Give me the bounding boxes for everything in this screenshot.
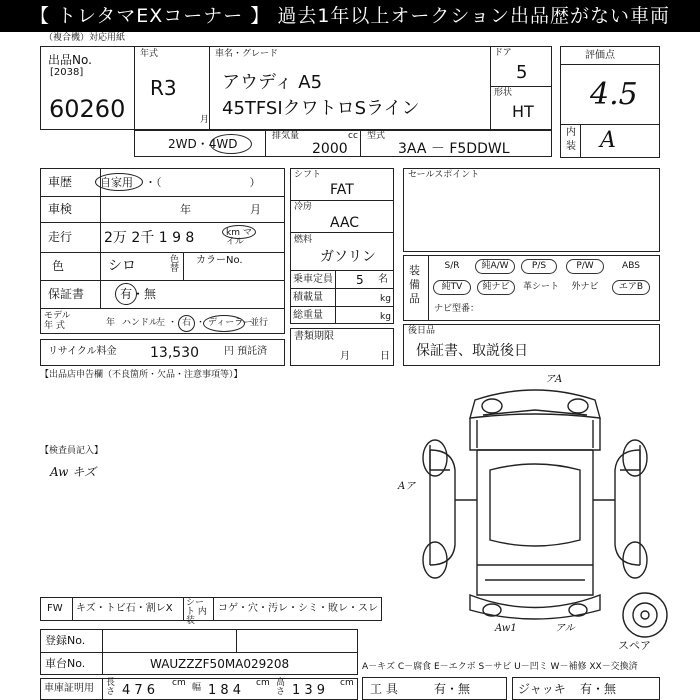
km-circle xyxy=(222,225,256,239)
gross-label: 総重量 xyxy=(293,310,323,321)
seat-value: コゲ・穴・汚レ・シミ・敗レ・スレ xyxy=(218,603,378,614)
handle-circle xyxy=(178,315,195,332)
length-value: 4 7 6 xyxy=(122,683,156,698)
lot-label: 出品No. xyxy=(48,53,92,67)
model-year-unit: 年 xyxy=(106,318,116,328)
spare-label: スペア xyxy=(618,639,651,652)
capacity-value: 5 xyxy=(356,273,364,287)
equip-abs: ABS xyxy=(622,261,640,271)
fw-value: キズ・トビ石・割レX xyxy=(76,603,173,614)
shift-label: シフト xyxy=(294,170,322,180)
displacement-value: 2000 xyxy=(312,141,348,157)
length-label: 長さ xyxy=(106,678,116,697)
load-label: 積載量 xyxy=(293,292,323,303)
fw-label: FW xyxy=(47,603,63,614)
color-value: シロ xyxy=(108,258,136,274)
drive-selected-circle xyxy=(210,134,252,154)
seat-label: シート 内装 xyxy=(186,598,207,626)
month-unit: 月 xyxy=(200,115,210,125)
navi-model-label: ナビ型番： xyxy=(434,304,480,314)
equip-tv: 純TV xyxy=(433,280,471,295)
ac-value: AAC xyxy=(330,215,360,231)
dealer-circle xyxy=(203,315,245,332)
tools-label: 工 具 xyxy=(370,682,398,696)
capacity-unit: 名 xyxy=(378,274,388,285)
history-value: 自家用 xyxy=(100,176,133,189)
history-rest: ・（ ） xyxy=(145,176,261,189)
mileage-label: 走行 xyxy=(48,230,73,244)
equip-ext-navi: 外ナビ xyxy=(571,282,599,292)
lot-code: [2038] xyxy=(50,67,84,78)
recycle-unit: 円 預託済 xyxy=(224,346,268,357)
model-year-label-2: 年 式 xyxy=(44,321,65,331)
dealer-label: ディーラー xyxy=(208,318,253,328)
vin-value: WAUZZZF50MA029208 xyxy=(150,657,290,671)
interior-label-1: 内 xyxy=(566,127,576,138)
score-label: 評価点 xyxy=(585,50,615,61)
handle-label: ハンドル xyxy=(122,318,159,328)
nenshiki-value: R3 xyxy=(150,76,177,100)
type-value: 3AA － F5DDWL xyxy=(398,141,510,157)
diagram-note-front: アA xyxy=(545,374,563,385)
color-change-label: 色替 xyxy=(170,255,180,274)
doc-deadline-month: 月 xyxy=(340,351,350,362)
height-value: 1 3 9 xyxy=(292,683,326,698)
name-label: 車名・グレード xyxy=(215,49,279,59)
inspector-label: 【検査員記入】 xyxy=(40,446,104,456)
ac-label: 冷房 xyxy=(294,202,313,212)
model-year-label-1: モデル xyxy=(44,311,71,321)
shaken-month: 月 xyxy=(250,203,261,216)
cc-unit: cc xyxy=(348,131,358,141)
jack-value: 有・無 xyxy=(580,682,617,696)
score-value: 4.5 xyxy=(590,77,638,112)
doc-deadline-label: 書類期限 xyxy=(294,331,334,342)
title-banner: 【 トレタマEXコーナー 】 過去1年以上オークション出品歴がない車両 xyxy=(0,0,700,32)
interior-label-2: 装 xyxy=(566,141,576,152)
load-unit: kg xyxy=(380,294,391,304)
left-info-box xyxy=(40,168,285,334)
equip-leather: 革シート xyxy=(522,282,559,292)
lot-number: 60260 xyxy=(49,95,126,123)
mileage-unit: km マイル xyxy=(226,228,252,247)
fuel-value: ガソリン xyxy=(320,249,376,265)
body-label: 形状 xyxy=(494,88,513,98)
diagram-note-side: Aア xyxy=(398,481,416,492)
doors-label: ドア xyxy=(494,48,512,58)
equip-airbag: エアB xyxy=(612,280,650,295)
length-cm: cm xyxy=(172,678,186,688)
sales-point-label: セールスポイント xyxy=(408,170,480,180)
width-cm: cm xyxy=(256,678,270,688)
later-value: 保証書、取説後日 xyxy=(416,343,528,359)
handle-left: 左 xyxy=(156,318,166,328)
gross-unit: kg xyxy=(380,312,391,322)
diagram-note-rear-1: Aw1 xyxy=(495,623,517,634)
equip-alloy-wheel: 純A/W xyxy=(475,259,515,274)
type-label: 型式 xyxy=(367,131,386,141)
shift-value: FAT xyxy=(330,182,354,198)
color-label: 色 xyxy=(52,259,65,273)
damage-legend: A－キズ C－腐食 E－エクボ S－サビ U－凹ミ W－補修 XX－交換済 xyxy=(362,662,638,672)
doors-value: 5 xyxy=(516,62,528,83)
recycle-value: 13,530 xyxy=(150,345,199,361)
doc-deadline-day: 日 xyxy=(380,351,390,362)
history-circle xyxy=(95,173,143,191)
width-label: 幅 xyxy=(192,683,202,693)
parallel-label: 並行 xyxy=(250,318,269,328)
equip-power-window: P/W xyxy=(566,259,604,274)
recycle-label: リサイクル料金 xyxy=(48,346,117,357)
shaken-year: 年 xyxy=(180,203,191,216)
equipment-label: 装備品 xyxy=(409,264,420,305)
later-label: 後日品 xyxy=(408,326,436,336)
equip-power-steering: P/S xyxy=(521,259,557,274)
exhibitor-note: 【出品店申告欄（不良箇所・欠品・注意事項等）】 xyxy=(40,370,243,380)
tools-value: 有・無 xyxy=(434,682,471,696)
body-value: HT xyxy=(512,102,534,121)
shaken-label: 車検 xyxy=(48,202,73,216)
warranty-label: 保証書 xyxy=(48,287,85,301)
model-name: アウディ A5 xyxy=(222,72,323,93)
equip-navi: 純ナビ xyxy=(477,280,515,295)
vin-label: 車台No. xyxy=(45,657,86,670)
interior-value: A xyxy=(600,128,616,153)
drive-options: 2WD・4WD xyxy=(168,137,238,151)
diagram-note-rear-2: アル xyxy=(555,623,575,634)
displacement-label: 排気量 xyxy=(272,131,300,141)
width-value: 1 8 4 xyxy=(208,683,242,698)
history-label: 車歴 xyxy=(48,175,73,189)
equip-sr: S/R xyxy=(444,261,460,271)
paper-note: （複合機）対応用紙 xyxy=(44,33,126,43)
height-label: 高さ xyxy=(276,678,286,697)
warranty-value: 有・無 xyxy=(120,287,157,301)
height-cm: cm xyxy=(340,678,354,688)
fuel-label: 燃料 xyxy=(294,235,313,245)
color-no-label: カラーNo. xyxy=(196,255,243,266)
nenshiki-label: 年式 xyxy=(140,49,159,59)
inspector-note: Aw キズ xyxy=(50,465,96,479)
handle-right: 右 xyxy=(182,318,192,328)
warranty-circle xyxy=(115,283,137,305)
grade-name: 45TFSIクワトロSライン xyxy=(222,98,420,119)
jack-label: ジャッキ xyxy=(518,682,566,696)
sales-point-box xyxy=(403,168,660,252)
size-label: 車庫証明用 xyxy=(44,683,94,694)
registration-label: 登録No. xyxy=(45,634,86,647)
car-damage-diagram xyxy=(395,370,675,650)
capacity-label: 乗車定員 xyxy=(293,274,333,285)
mileage-value: 2万 2千 1 9 8 xyxy=(104,230,195,246)
